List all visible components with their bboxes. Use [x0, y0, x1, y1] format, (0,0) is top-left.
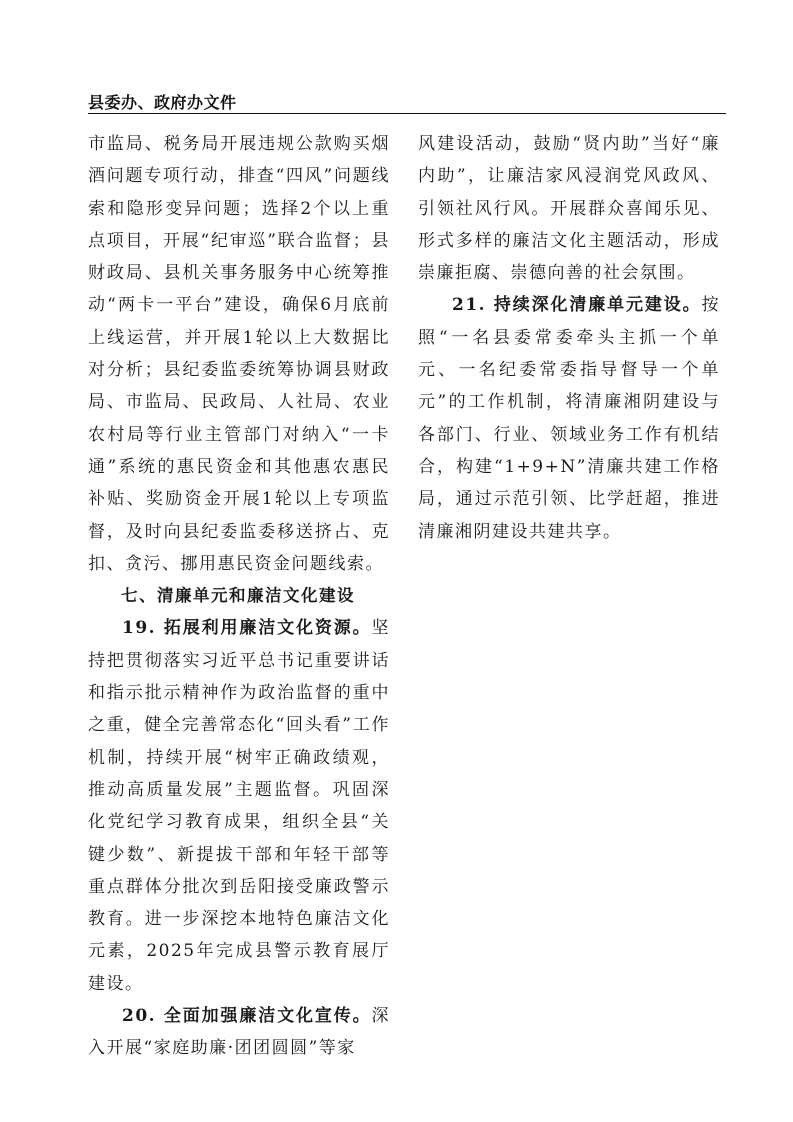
right-continuation-paragraph: 风建设活动，鼓励“贤内助”当好“廉内助”，让廉洁家风浸润党风政风、引领社风行风。开展群众喜闻乐见、形式多样的廉洁文化主题活动，形成崇廉拒腐、崇德向善的社会氛围。 [418, 134, 720, 284]
section-heading: 七、清廉单元和廉洁文化建设 [121, 586, 355, 606]
left-continuation-paragraph: 市监局、税务局开展违规公款购买烟酒问题专项行动，排查“四风”问题线索和隐形变异问题；选择2个以上重点项目，开展“纪审巡”联合监督；县财政局、县机关事务服务中心统筹推动“两卡一平台”建设，确保6月底前上线运营，并开展1轮以上大数据比对分析；县纪委监委统筹协调县财政局、市监局、民政局、人社局、农业农村局等行业主管部门对纳入“一卡通”系统的惠民资金和其他惠农惠民补贴、奖励资金开展1轮以上专项监督，及时向县纪委监委移送挤占、克扣、贪污、挪用惠民资金问题线索。 [88, 134, 390, 574]
item-21-lead: 21. 持续深化清廉单元建设。 [452, 295, 702, 316]
item-19-lead: 19. 拓展利用廉洁文化资源。 [122, 618, 372, 639]
header-title: 县委办、政府办文件 [88, 93, 237, 112]
left-column [88, 128, 390, 1065]
document-header [88, 90, 726, 112]
item-20-body: 深入开展“家庭助廉·团团圆圆”等家 [88, 1006, 390, 1059]
item-21-body: 按照“一名县委常委牵头主抓一个单元、一名纪委常委指导督导一个单元”的工作机制，将清廉湘阴建设与各部门、行业、领域业务工作有机结合，构建“1+9+N”清廉共建工作格局，通过示范引领、比学赶超，推进清廉湘阴建设共建共享。 [418, 295, 720, 542]
item-21-paragraph [418, 289, 720, 547]
right-column [418, 128, 720, 548]
item-19-paragraph [88, 612, 390, 1000]
item-19-body: 坚持把贯彻落实习近平总书记重要讲话和指示批示精神作为政治监督的重中之重，健全完善常态化“回头看”工作机制，持续开展“树牢正确政绩观，推动高质量发展”主题监督。巩固深化党纪学习教育成果，组织全县“关键少数”、新提拔干部和年轻干部等重点群体分批次到岳阳接受廉政警示教育。进一步深挖本地特色廉洁文化元素，2025年完成县警示教育展厅建设。 [88, 618, 390, 994]
item-20-paragraph [88, 1000, 390, 1065]
item-20-lead: 20. 全面加强廉洁文化宣传。 [122, 1006, 372, 1027]
header-divider [88, 113, 726, 114]
